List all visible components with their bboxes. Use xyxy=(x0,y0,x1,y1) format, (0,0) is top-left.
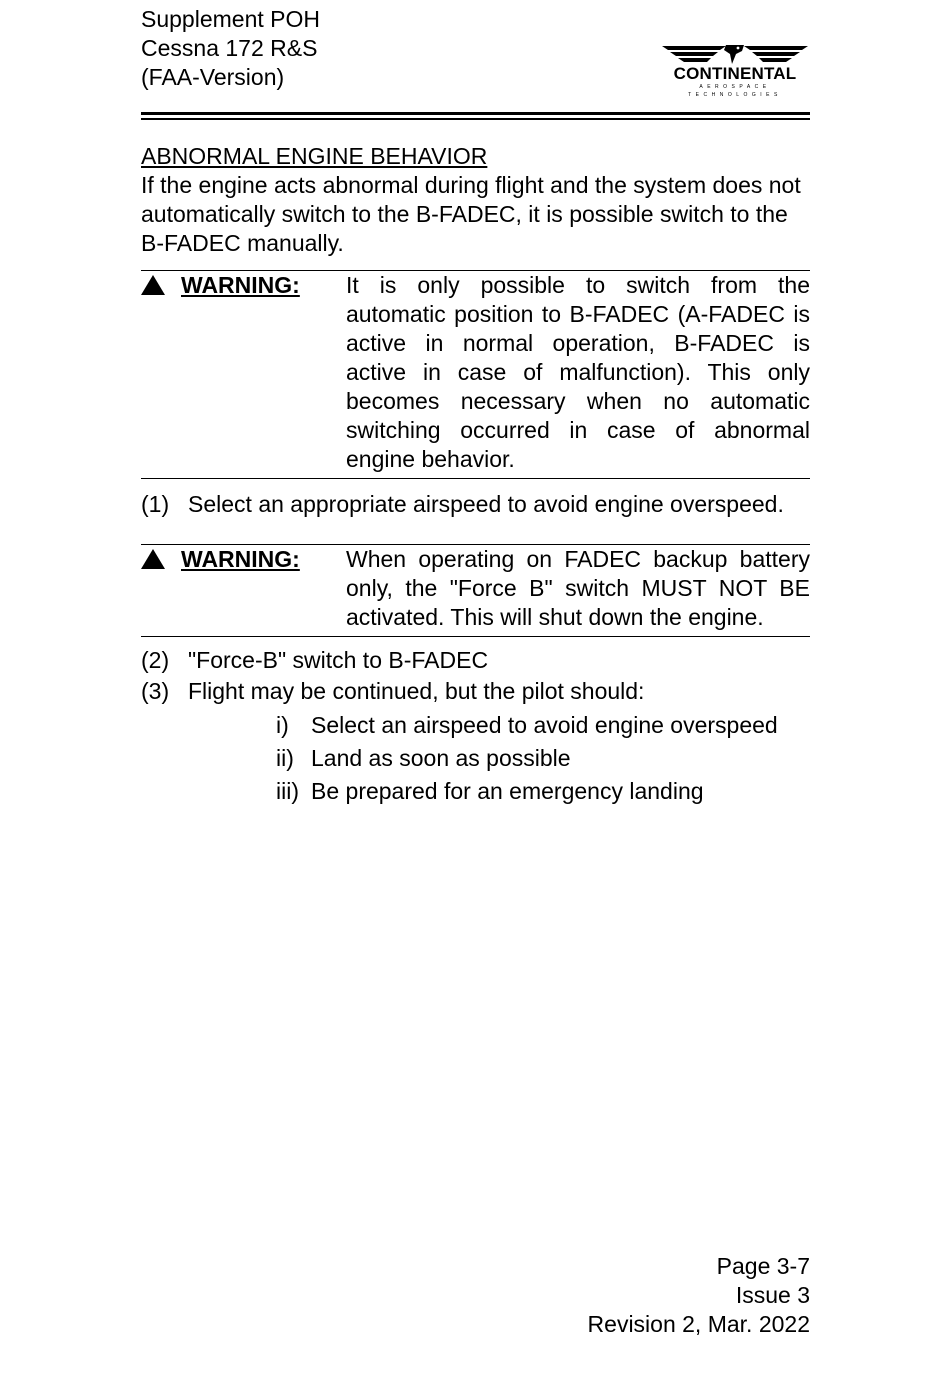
substep-text: Land as soon as possible xyxy=(311,745,571,771)
substep-item xyxy=(276,742,810,775)
page-content xyxy=(141,142,810,808)
logo-brand-text: CONTINENTAL xyxy=(673,64,797,83)
warning-word: WARNING: xyxy=(181,546,300,572)
step-number: (2) xyxy=(141,647,170,673)
substep-number: ii) xyxy=(276,745,294,771)
header-line-supplement: Supplement POH xyxy=(141,6,320,32)
step-number: (1) xyxy=(141,491,170,517)
issue-number: Issue 3 xyxy=(735,1282,810,1308)
warning-box-switching xyxy=(141,270,810,479)
document-page xyxy=(141,0,810,1378)
continental-logo xyxy=(660,42,810,98)
header-line-version: (FAA-Version) xyxy=(141,64,285,90)
procedure-step xyxy=(141,489,810,520)
page-footer xyxy=(588,1252,810,1339)
substep-number: iii) xyxy=(276,778,299,804)
procedure-step xyxy=(141,676,810,707)
procedure-step xyxy=(141,645,810,676)
page-number: Page 3-7 xyxy=(716,1253,810,1279)
substep-number: i) xyxy=(276,712,289,738)
warning-text: It is only possible to switch from the automatic position to B-FADEC (A-FADEC is active in normal operation, B-FADEC is active in case of malfunction). This only becomes necessary when no automatic switching occurred in case of abnormal engine behavior. xyxy=(346,272,810,472)
warning-word: WARNING: xyxy=(181,272,300,298)
substep-text: Select an airspeed to avoid engine overspeed xyxy=(311,712,778,738)
header-line-aircraft: Cessna 172 R&S xyxy=(141,35,318,61)
revision-date: Revision 2, Mar. 2022 xyxy=(587,1311,810,1337)
warning-triangle-icon xyxy=(141,275,165,295)
substep-list xyxy=(276,709,810,808)
substep-item xyxy=(276,775,810,808)
step-text: "Force-B" switch to B-FADEC xyxy=(188,647,489,673)
warning-text: When operating on FADEC backup battery only, the "Force B" switch MUST NOT BE activated. This will shut down the engine. xyxy=(346,546,810,630)
section-title: ABNORMAL ENGINE BEHAVIOR xyxy=(141,143,488,169)
logo-tagline: AEROSPACE TECHNOLOGIES xyxy=(688,84,782,98)
substep-text: Be prepared for an emergency landing xyxy=(311,778,704,804)
step-number: (3) xyxy=(141,678,170,704)
eagle-wings-icon xyxy=(660,42,810,66)
warning-label xyxy=(141,545,346,632)
step-text: Flight may be continued, but the pilot should: xyxy=(188,678,645,704)
header-divider-thin xyxy=(141,118,810,120)
warning-label xyxy=(141,271,346,474)
warning-box-battery xyxy=(141,544,810,637)
section-intro: If the engine acts abnormal during flight and the system does not automatically switch to the B-FADEC, it is possible switch to the B-FADEC manually. xyxy=(141,172,801,256)
header-divider-thick xyxy=(141,112,810,115)
step-text: Select an appropriate airspeed to avoid engine overspeed. xyxy=(188,491,784,517)
warning-triangle-icon xyxy=(141,549,165,569)
substep-item xyxy=(276,709,810,742)
